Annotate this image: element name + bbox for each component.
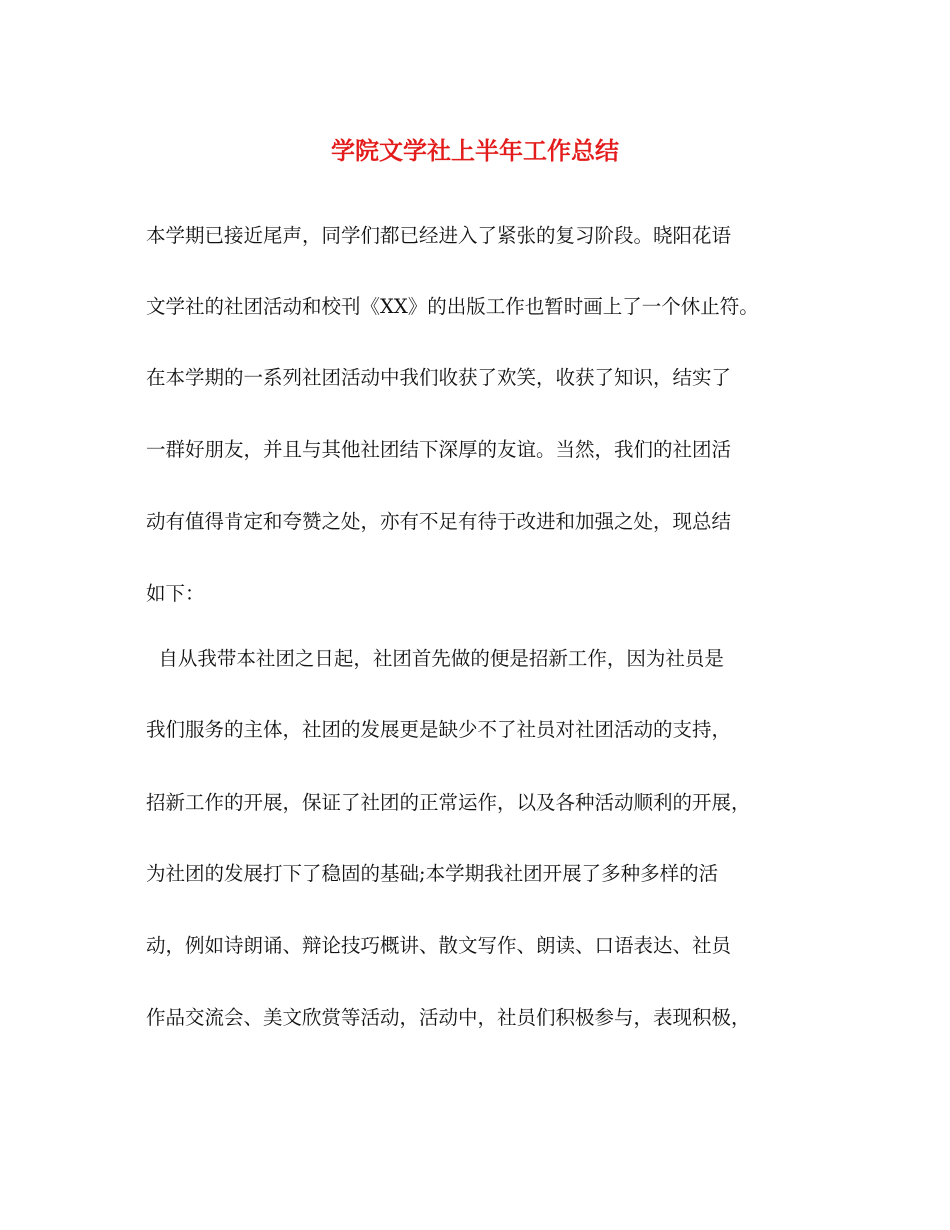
paragraph-line: 自从我带本社团之日起，社团首先做的便是招新工作，因为社员是	[146, 647, 724, 670]
paragraph-line: 我们服务的主体，社团的发展更是缺少不了社员对社团活动的支持，	[146, 718, 732, 741]
paragraph-line: 动，例如诗朗诵、辩论技巧概讲、散文写作、朗读、口语表达、社员	[146, 934, 732, 957]
paragraph-line: 在本学期的一系列社团活动中我们收获了欢笑，收获了知识，结实了	[146, 366, 732, 389]
paragraph-line: 招新工作的开展，保证了社团的正常运作，以及各种活动顺利的开展，	[146, 791, 751, 814]
paragraph-line: 文学社的社团活动和校刊《XX》的出版工作也暂时画上了一个休止符。	[146, 295, 759, 318]
paragraph-line: 为社团的发展打下了稳固的基础;本学期我社团开展了多种多样的活	[146, 862, 719, 885]
paragraph-line: 作品交流会、美文欣赏等活动，活动中，社员们积极参与，表现积极，	[146, 1006, 751, 1029]
paragraph-line: 一群好朋友，并且与其他社团结下深厚的友谊。当然，我们的社团活	[146, 438, 732, 461]
document-title: 学院文学社上半年工作总结	[331, 137, 619, 165]
paragraph-line: 动有值得肯定和夸赞之处，亦有不足有待于改进和加强之处，现总结	[146, 510, 732, 533]
paragraph-line: 本学期已接近尾声，同学们都已经进入了紧张的复习阶段。晓阳花语	[146, 224, 732, 247]
paragraph-line: 如下：	[146, 582, 205, 605]
